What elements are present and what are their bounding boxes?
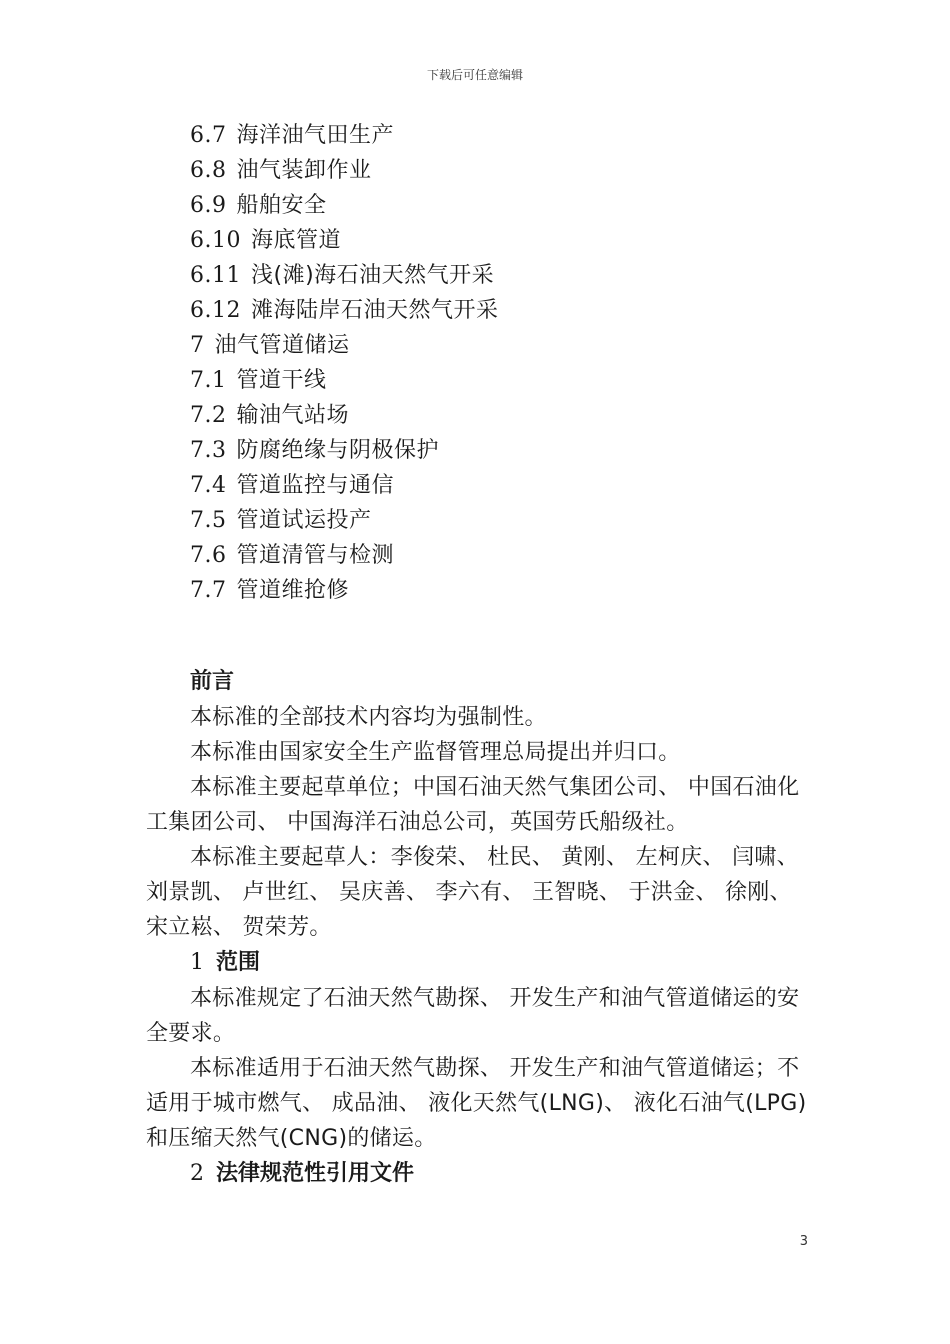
scope-paragraph: 本标准适用于石油天然气勘探、 开发生产和油气管道储运；不适用于城市燃气、 成品油、 液化天然气(LNG)、 液化石油气(LPG)和压缩天然气(CNG)的储运。 bbox=[146, 1056, 807, 1151]
toc-item-label: 油气装卸作业 bbox=[236, 158, 372, 183]
foreword-heading: 前言 bbox=[190, 669, 235, 694]
toc-item-number: 7.7 bbox=[190, 578, 227, 603]
toc-item bbox=[190, 538, 830, 573]
toc-item-label: 海洋油气田生产 bbox=[236, 123, 395, 148]
toc-item-label: 输油气站场 bbox=[236, 403, 350, 428]
section-number: 1 bbox=[190, 950, 204, 975]
toc-item bbox=[190, 433, 830, 468]
toc-item bbox=[190, 328, 830, 363]
toc-item-number: 6.10 bbox=[190, 228, 241, 253]
toc-item-number: 6.11 bbox=[190, 263, 241, 288]
toc-item-number: 6.7 bbox=[190, 123, 227, 148]
toc-item-number: 7.5 bbox=[190, 508, 227, 533]
toc-item bbox=[190, 188, 830, 223]
toc-item-number: 7.2 bbox=[190, 403, 227, 428]
toc-item bbox=[190, 503, 830, 538]
toc-item-label: 海底管道 bbox=[250, 228, 341, 253]
foreword-paragraph: 本标准主要起草人：李俊荣、 杜民、 黄刚、 左柯庆、 闫啸、 刘景凯、 卢世红、 吴庆善、 李六有、 王智晓、 于洪金、 徐刚、 宋立崧、 贺荣芳。 bbox=[146, 845, 799, 940]
toc-item-label: 油气管道储运 bbox=[214, 333, 350, 358]
toc-item-label: 管道监控与通信 bbox=[236, 473, 395, 498]
page-number: 3 bbox=[799, 1234, 808, 1249]
toc-item-number: 7.6 bbox=[190, 543, 227, 568]
section-title: 范围 bbox=[216, 950, 261, 975]
toc-item-number: 7.4 bbox=[190, 473, 227, 498]
toc-item-label: 浅(滩)海石油天然气开采 bbox=[250, 263, 495, 288]
toc-item-number: 7.1 bbox=[190, 368, 227, 393]
toc-item bbox=[190, 153, 830, 188]
toc-item bbox=[190, 258, 830, 293]
toc-item bbox=[190, 118, 830, 153]
toc-item-number: 6.8 bbox=[190, 158, 227, 183]
scope-paragraph: 本标准规定了石油天然气勘探、 开发生产和油气管道储运的安全要求。 bbox=[146, 986, 800, 1046]
table-of-contents bbox=[190, 118, 830, 608]
foreword-paragraph: 本标准的全部技术内容均为强制性。 bbox=[190, 705, 547, 730]
toc-item bbox=[190, 293, 830, 328]
toc-item-label: 管道维抢修 bbox=[236, 578, 350, 603]
page-header: 下载后可任意编辑 bbox=[426, 68, 523, 82]
toc-item-number: 7.3 bbox=[190, 438, 227, 463]
toc-item-number: 6.12 bbox=[190, 298, 241, 323]
toc-item bbox=[190, 573, 830, 608]
section-number: 2 bbox=[190, 1161, 204, 1186]
toc-item-label: 防腐绝缘与阴极保护 bbox=[236, 438, 440, 463]
toc-item-label: 滩海陆岸石油天然气开采 bbox=[250, 298, 499, 323]
toc-item bbox=[190, 398, 830, 433]
toc-item bbox=[190, 363, 830, 398]
toc-item bbox=[190, 468, 830, 503]
toc-item bbox=[190, 223, 830, 258]
toc-item-label: 船舶安全 bbox=[236, 193, 327, 218]
toc-item-label: 管道干线 bbox=[236, 368, 327, 393]
toc-item-number: 7 bbox=[190, 333, 205, 358]
toc-item-number: 6.9 bbox=[190, 193, 227, 218]
section-title: 法律规范性引用文件 bbox=[216, 1161, 415, 1186]
document-body bbox=[146, 664, 810, 1192]
foreword-paragraph: 本标准由国家安全生产监督管理总局提出并归口。 bbox=[190, 740, 681, 765]
section-heading-references bbox=[146, 1156, 810, 1192]
foreword-paragraph: 本标准主要起草单位；中国石油天然气集团公司、 中国石油化工集团公司、 中国海洋石油总公司，英国劳氏船级社。 bbox=[146, 775, 800, 835]
toc-item-label: 管道清管与检测 bbox=[236, 543, 395, 568]
section-heading-scope bbox=[146, 945, 810, 981]
toc-item-label: 管道试运投产 bbox=[236, 508, 372, 533]
